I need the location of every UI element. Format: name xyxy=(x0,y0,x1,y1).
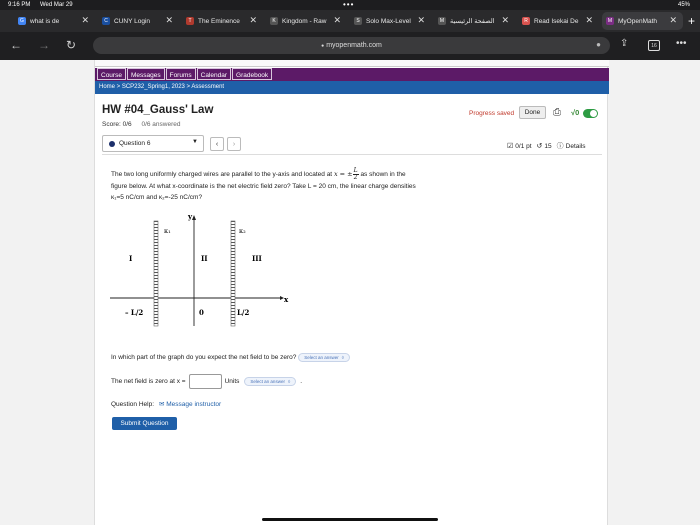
address-bar[interactable] xyxy=(93,37,610,54)
question-help-label: Question Help: xyxy=(111,400,154,408)
tab-label: Solo Max-Level xyxy=(366,17,411,25)
question-text xyxy=(111,168,471,203)
chevron-updown-icon: ◊ xyxy=(287,379,291,384)
back-arrow-icon[interactable]: ← xyxy=(10,38,22,52)
question-help xyxy=(111,400,221,408)
select-placeholder: Select an answer xyxy=(304,355,339,360)
part-2-text: The net field is zero at x = xyxy=(111,378,186,385)
part-1-text: In which part of the graph do you expect the net field to be zero? xyxy=(111,354,297,362)
browser-tab[interactable] xyxy=(182,12,263,30)
fraction-numerator: L xyxy=(353,167,358,174)
question-status-dot xyxy=(109,141,115,147)
tab-favicon-icon: C xyxy=(102,17,110,25)
web-page xyxy=(94,60,608,525)
score-value: Score: 0/6 xyxy=(102,121,132,128)
wire-left xyxy=(154,221,158,326)
units-select[interactable] xyxy=(244,377,296,386)
math-expression: x = ± xyxy=(333,170,353,179)
nav-link-course[interactable]: Course xyxy=(97,68,126,80)
question-info xyxy=(507,141,586,151)
message-instructor-label: Message instructor xyxy=(166,401,222,408)
close-icon[interactable]: ✕ xyxy=(249,15,257,25)
browser-tab[interactable] xyxy=(518,12,599,30)
score-line xyxy=(102,121,180,128)
wire-right-label: κ₂ xyxy=(239,227,246,235)
browser-toolbar xyxy=(0,32,700,60)
close-icon[interactable]: ✕ xyxy=(669,15,677,25)
tab-favicon-icon: M xyxy=(607,18,613,24)
tab-favicon-icon: M xyxy=(439,18,445,24)
toggle-knob xyxy=(590,110,597,117)
nav-link-calendar[interactable]: Calendar xyxy=(197,68,231,80)
question-text-line-3: κ₁=5 nC/cm and κ₂=-25 nC/cm? xyxy=(111,194,203,201)
tab-label: الصفحة الرئيسية xyxy=(450,18,495,25)
tab-label: CUNY Login xyxy=(114,17,151,25)
tab-label: what is de xyxy=(30,17,60,25)
status-bar xyxy=(0,0,700,10)
question-text-line-1: The two long uniformly charged wires are parallel to the y-axis and located at xyxy=(111,171,333,179)
period: . xyxy=(300,378,302,385)
points-text: 0/1 pt xyxy=(515,142,532,150)
part-2-prompt xyxy=(111,374,302,389)
status-time: 9:16 PM xyxy=(8,2,31,8)
chevron-down-icon: ▼ xyxy=(192,139,198,145)
page-top-strip xyxy=(95,60,609,67)
region-answer-select[interactable] xyxy=(298,353,350,362)
lock-icon: ● xyxy=(321,42,325,49)
browser-tab[interactable] xyxy=(350,12,431,30)
x-axis-label: x xyxy=(284,295,289,304)
tab-label: The Eminence xyxy=(198,17,240,25)
tab-count-button[interactable]: 16 xyxy=(648,40,660,51)
tab-favicon-icon: G xyxy=(18,17,26,25)
retry-icon: ↺ xyxy=(536,143,543,150)
tick-label: 0 xyxy=(199,308,204,317)
wire-left-label: κ₁ xyxy=(164,227,171,235)
forward-arrow-icon[interactable]: → xyxy=(38,38,50,52)
share-icon[interactable]: ⇪ xyxy=(620,38,629,49)
checkbox-icon: ☑ xyxy=(507,143,514,150)
tab-favicon-icon: R xyxy=(522,17,530,25)
close-icon[interactable]: ✕ xyxy=(81,15,89,25)
browser-tab-bar xyxy=(0,10,700,32)
tick-label: – L/2 xyxy=(125,308,144,317)
new-tab-icon[interactable]: + xyxy=(688,14,696,28)
chevron-left-icon: ‹ xyxy=(215,140,219,148)
tab-label: MyOpenMath xyxy=(618,17,658,25)
select-placeholder: Select an answer xyxy=(250,379,285,384)
fraction xyxy=(353,168,359,181)
region-label: II xyxy=(201,254,208,263)
tab-label: Read Isekai De xyxy=(534,17,579,25)
close-icon[interactable]: ✕ xyxy=(417,15,425,25)
browser-tab[interactable] xyxy=(14,12,95,30)
nav-link-gradebook[interactable]: Gradebook xyxy=(232,68,272,80)
course-nav-bar xyxy=(95,68,609,81)
home-indicator[interactable] xyxy=(262,518,438,521)
chevron-updown-icon: ◊ xyxy=(341,355,344,360)
battery-level: 45% xyxy=(677,2,690,8)
details-link[interactable]: Details xyxy=(565,142,586,150)
region-label: I xyxy=(129,254,133,263)
done-button[interactable]: Done xyxy=(519,106,546,119)
browser-tab[interactable] xyxy=(266,12,347,30)
question-selector[interactable] xyxy=(102,135,204,152)
question-selector-label: Question 6 xyxy=(119,140,151,147)
tick-label: L/2 xyxy=(237,308,250,317)
browser-tab[interactable] xyxy=(434,12,515,30)
more-menu-icon[interactable]: ••• xyxy=(676,38,687,49)
wires-diagram xyxy=(110,208,290,328)
answered-count: 0/6 answered xyxy=(141,121,181,128)
y-axis-arrow xyxy=(192,215,196,220)
microphone-icon[interactable]: ● xyxy=(596,40,601,49)
previous-question-button[interactable] xyxy=(210,137,224,151)
question-text-line-1b: as shown in the xyxy=(360,171,406,179)
part-1-prompt xyxy=(111,353,350,362)
tab-favicon-icon: T xyxy=(186,17,194,25)
message-instructor-link[interactable] xyxy=(159,400,221,408)
fraction-denominator: 2 xyxy=(353,174,358,181)
question-text-line-2: figure below. At what x-coordinate is the net electric field zero? Take L = 20 cm, the linear charge densities xyxy=(111,183,416,190)
close-icon[interactable]: ✕ xyxy=(585,15,593,25)
wire-right xyxy=(231,221,235,326)
x-answer-input[interactable] xyxy=(189,374,222,389)
next-question-button[interactable] xyxy=(227,137,241,151)
print-icon[interactable]: ⎙ xyxy=(553,107,561,118)
tab-label: Kingdom - Raw xyxy=(282,17,327,25)
chevron-right-icon: › xyxy=(232,140,236,148)
close-icon[interactable]: ✕ xyxy=(165,15,173,25)
breadcrumb[interactable]: Home > SCP232_Spring1, 2023 > Assessment xyxy=(95,81,609,94)
y-axis-label: y xyxy=(188,212,193,221)
close-icon[interactable]: ✕ xyxy=(501,15,509,25)
units-label: Units xyxy=(224,378,240,385)
close-icon[interactable]: ✕ xyxy=(333,15,341,25)
page-title: HW #04_Gauss' Law xyxy=(102,104,214,116)
info-icon: ⓘ xyxy=(556,143,564,150)
progress-saved-text: Progress saved xyxy=(469,110,515,117)
region-label: III xyxy=(252,254,262,263)
reload-icon[interactable]: ↻ xyxy=(66,38,77,52)
math-entry-toggle[interactable] xyxy=(583,109,598,118)
tab-favicon-icon: S xyxy=(354,17,362,25)
multitask-dots[interactable]: ••• xyxy=(343,0,355,9)
status-date: Wed Mar 29 xyxy=(40,2,73,8)
envelope-icon: ✉ xyxy=(159,401,165,408)
browser-tab-active[interactable] xyxy=(602,12,683,30)
divider xyxy=(102,154,602,155)
submit-question-button[interactable]: Submit Question xyxy=(112,417,177,430)
tab-favicon-icon: K xyxy=(270,17,278,25)
retries-text: 15 xyxy=(544,142,552,150)
nav-link-forums[interactable]: Forums xyxy=(166,68,196,80)
url-text: myopenmath.com xyxy=(326,42,382,49)
nav-link-messages[interactable]: Messages xyxy=(127,68,165,80)
browser-tab[interactable] xyxy=(98,12,179,30)
math-entry-icon: √0 xyxy=(571,108,580,117)
